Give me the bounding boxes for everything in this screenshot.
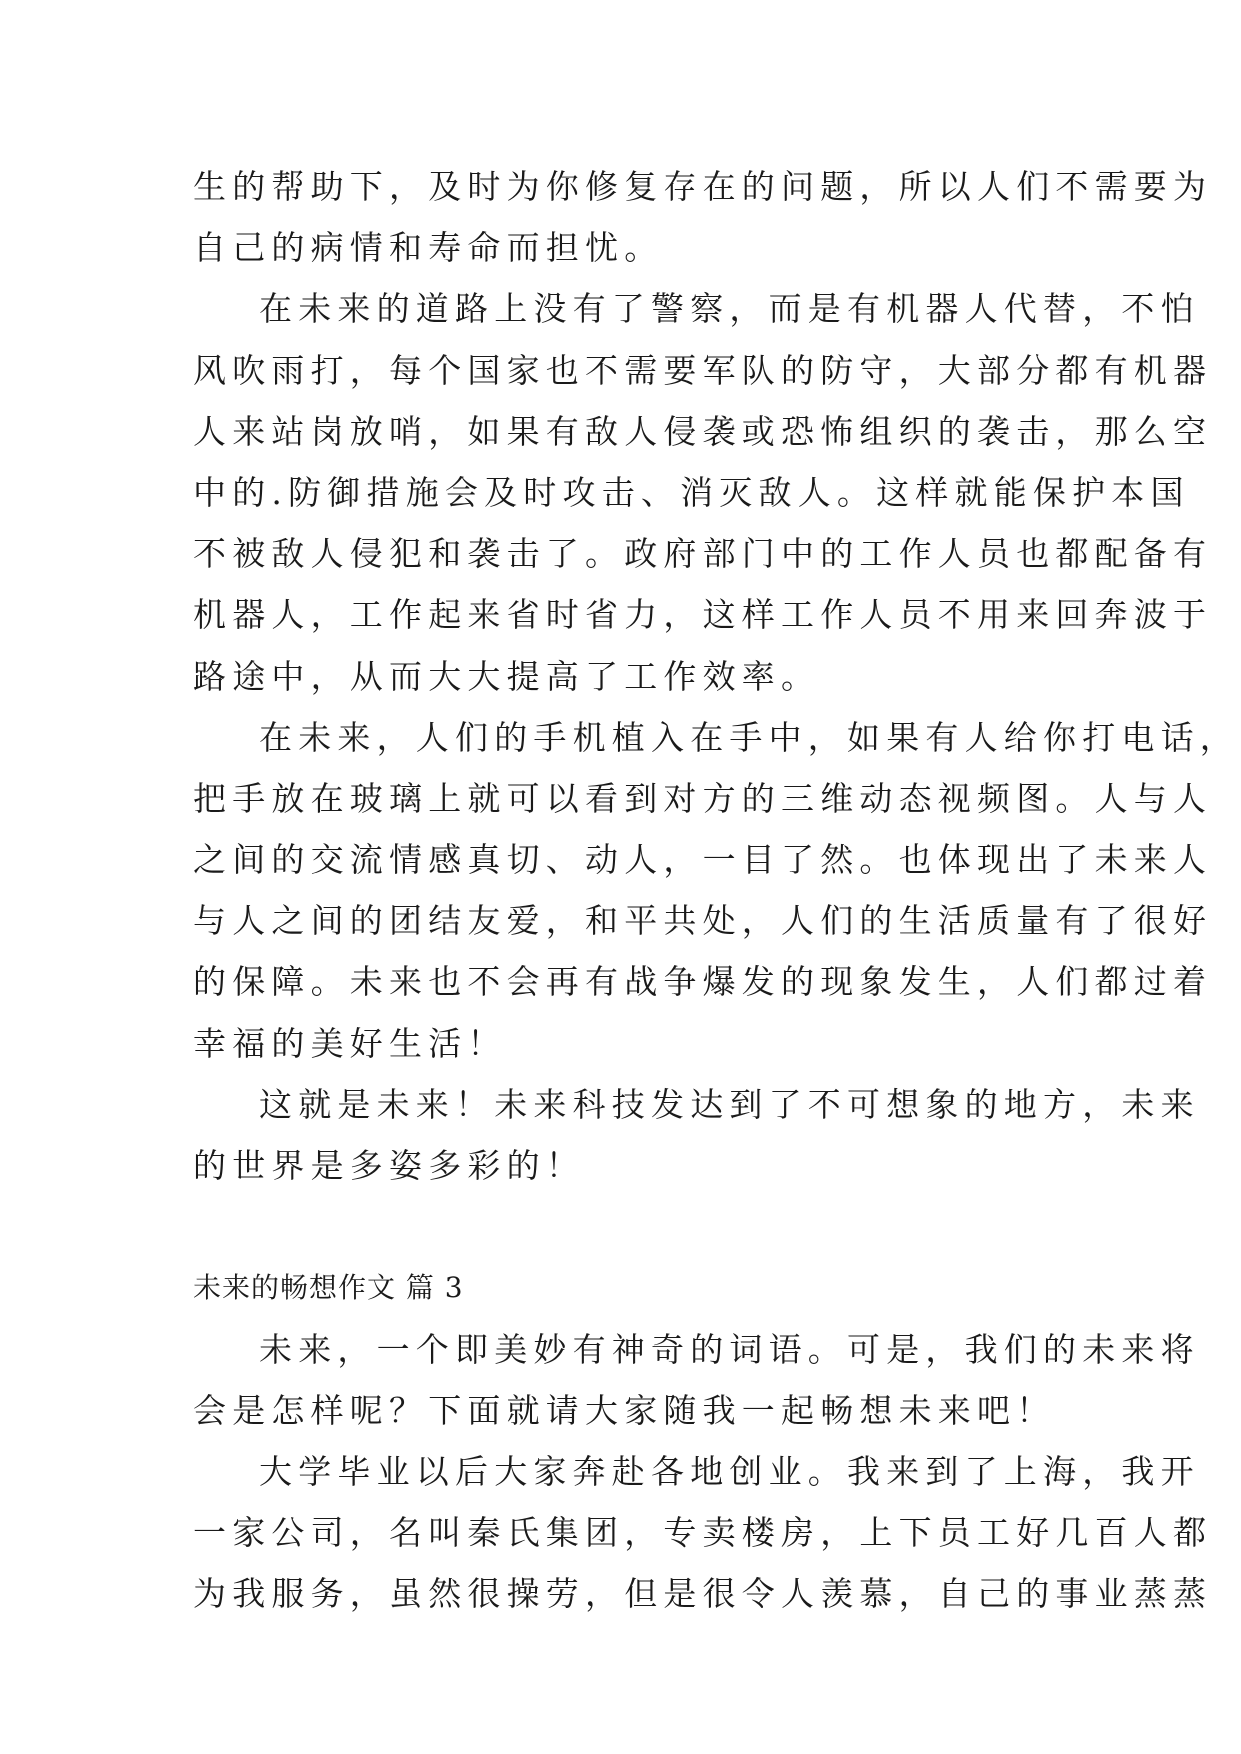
text-line: 生的帮助下，及时为你修复存在的问题，所以人们不需要为 [193, 167, 1213, 206]
section-spacer [193, 1196, 1053, 1257]
text-line: 机器人，工作起来省时省力，这样工作人员不用来回奔波于 [193, 595, 1213, 635]
paragraph-first-line: 这就是未来！未来科技发达到了不可想象的地方，未来 [259, 1084, 1200, 1124]
text-line: 会是怎样呢？下面就请大家随我一起畅想未来吧！ [193, 1390, 1056, 1430]
section-heading: 未来的畅想作文 篇 3 [193, 1271, 464, 1305]
text-line: 自己的病情和寿命而担忧。 [193, 228, 664, 268]
paragraph-first-line: 大学毕业以后大家奔赴各地创业。我来到了上海，我开 [259, 1451, 1200, 1491]
paragraph-first-line: 在未来的道路上没有了警察，而是有机器人代替，不怕 [259, 289, 1200, 329]
essay-text-column [193, 156, 1239, 1625]
text-line: 之间的交流情感真切、动人，一目了然。也体现出了未来人 [193, 840, 1213, 880]
text-line: 的世界是多姿多彩的！ [193, 1146, 585, 1185]
text-line: 的保障。未来也不会再有战争爆发的现象发生，人们都过着 [193, 962, 1213, 1002]
text-line: 路途中，从而大大提高了工作效率。 [193, 656, 821, 696]
paragraph-first-line: 在未来，人们的手机植入在手中，如果有人给你打电话， [259, 717, 1239, 757]
text-line: 把手放在玻璃上就可以看到对方的三维动态视频图。人与人 [193, 778, 1213, 818]
text-line: 为我服务，虽然很操劳，但是很令人羡慕，自己的事业蒸蒸 [193, 1574, 1213, 1614]
text-line: 风吹雨打，每个国家也不需要军队的防守，大部分都有机器 [193, 350, 1213, 390]
text-line: 一家公司，名叫秦氏集团，专卖楼房，上下员工好几百人都 [193, 1513, 1213, 1553]
text-line: 人来站岗放哨，如果有敌人侵袭或恐怖组织的袭击，那么空 [193, 411, 1213, 451]
text-line: 与人之间的团结友爱，和平共处，人们的生活质量有了很好 [193, 901, 1213, 941]
text-line: 幸福的美好生活！ [193, 1023, 507, 1063]
paragraph-first-line: 未来，一个即美妙有神奇的词语。可是，我们的未来将 [259, 1329, 1200, 1369]
text-line: 不被敌人侵犯和袭击了。政府部门中的工作人员也都配备有 [193, 534, 1213, 574]
text-line: 中的.防御措施会及时攻击、消灭敌人。这样就能保护本国 [193, 472, 1190, 512]
